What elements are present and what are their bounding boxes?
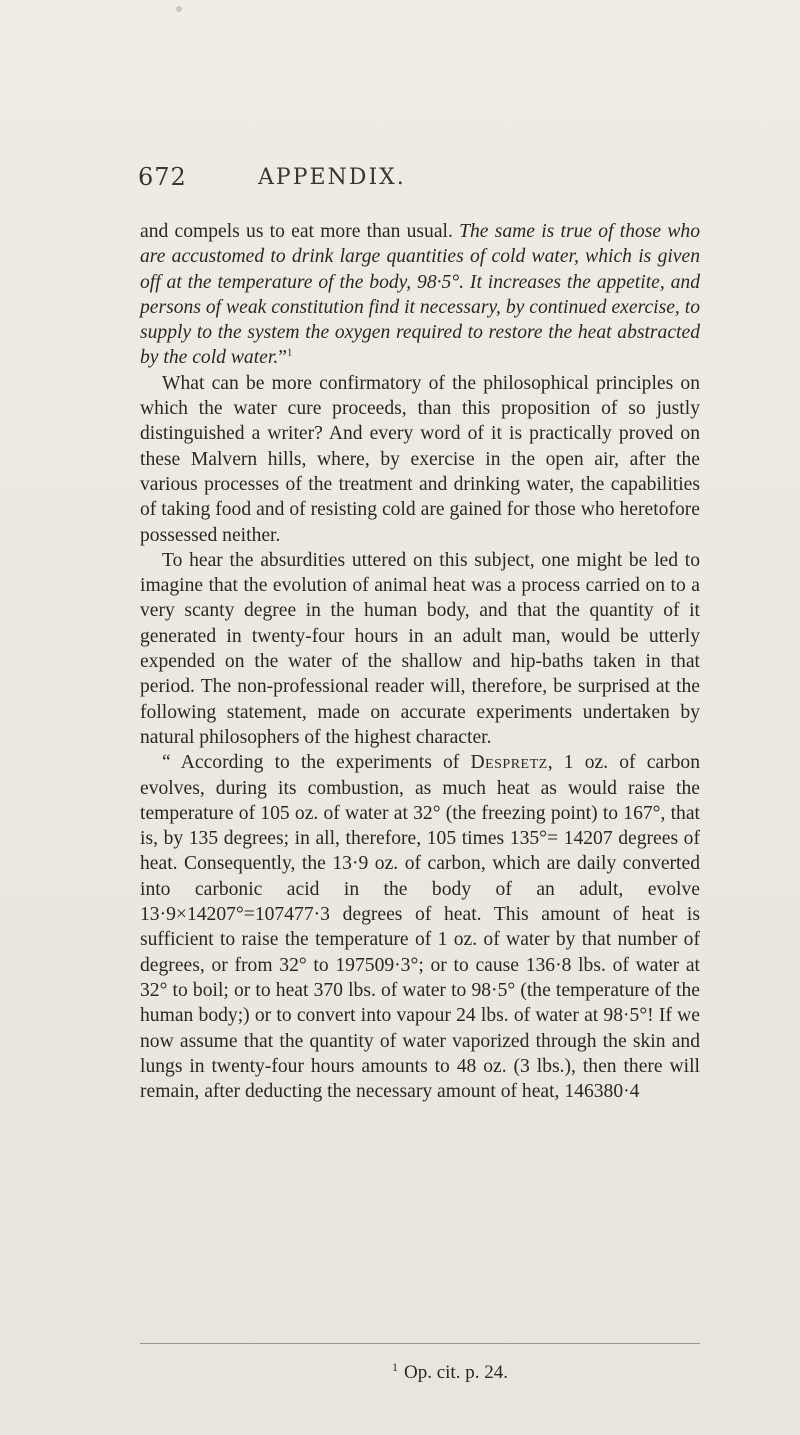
footnote-reference: 1 <box>286 346 293 359</box>
paragraph-1-roman: and compels us to eat more than usual. <box>140 221 460 242</box>
footnote-divider <box>140 1343 700 1344</box>
paragraph-4-start: “ According to the experiments of <box>162 752 471 774</box>
page-header <box>138 163 698 203</box>
author-name-despretz: Despretz <box>470 752 548 774</box>
paragraph-4 <box>140 750 700 1104</box>
paragraph-1-close-quote: ” <box>278 347 287 369</box>
paragraph-3: To hear the absurdities uttered on this subject, one might be led to imagine that the evolution of animal heat was a process carried on to a very scanty degree in the human body, and that the quantity of it generated in twenty-four hours in an adult man, would be utterly expended on the water of the shallow and hip-baths taken in that period. The non-professional reader will, therefore, be surprised at the following statement, made on accurate experiments undertaken by natural philosophers of the highest character. <box>140 549 700 748</box>
paragraph-4-rest: , 1 oz. of carbon evolves, during its combustion, as much heat as would raise the temperature of 105 oz. of water at 32° (the freezing point) to 167°, that is, by 135 degrees; in all, therefore, 105 times 135°= 14207 degrees of heat. Consequently, the 13·9 oz. of carbon, which are daily converted into carbonic acid in the body of an adult, evolve 13·9×14207°=107477·3 degrees of heat. This amount of heat is sufficient to raise the temperature of 1 oz. of water by that number of degrees, or from 32° to 197509·3°; or to cause 136·8 lbs. of water at 32° to boil; or to heat 370 lbs. of water to 98·5° (the temperature of the human body;) or to convert into vapour 24 lbs. of water at 98·5°! If we now assume that the quantity of water vaporized through the skin and lungs in twenty-four hours amounts to 48 oz. (3 lbs.), then there will remain, after deducting the necessary amount of heat, 146380·4 <box>140 752 701 1103</box>
footnote-mark: 1 <box>392 1359 398 1374</box>
paragraph-1 <box>140 219 700 371</box>
paragraph-2: What can be more confirmatory of the philosophical principles on which the water cure proceeds, than this proposition of so justly distinguished a writer? And every word of it is practically proved on these Malvern hills, where, by exercise in the open air, after the various processes of the treatment and drinking water, the capabilities of taking food and of resisting cold are gained for those who heretofore possessed neither. <box>140 372 700 546</box>
footnote-text: Op. cit. p. 24. <box>404 1362 508 1383</box>
footnote <box>392 1359 508 1384</box>
body-text <box>140 219 700 1104</box>
page-number: 672 <box>138 163 187 191</box>
paragraph-1-italic: The same is true of those who are accustomed to drink large quantities of cold water, which is given off at the temperature of the body, 98·5°. It increases the appetite, and persons of weak constitution find it necessary, by continued exercise, to supply to the system the oxygen required to restore the heat abstracted by the cold water. <box>140 221 700 369</box>
running-head: APPENDIX. <box>258 165 406 190</box>
paper-blemish <box>176 6 182 12</box>
